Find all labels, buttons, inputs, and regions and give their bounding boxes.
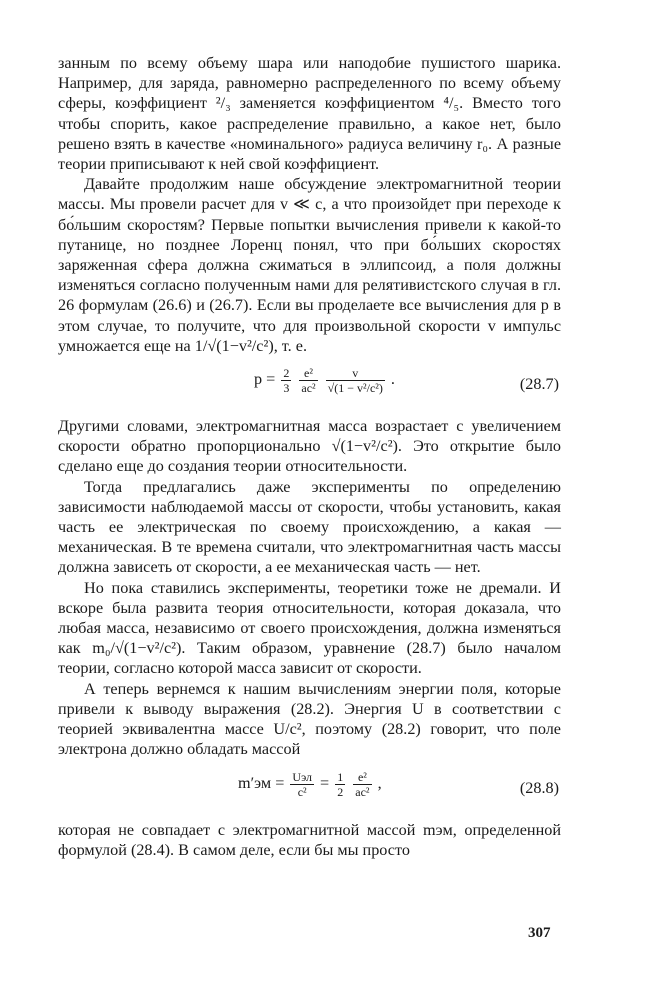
equation-28-8-formula — [238, 770, 382, 799]
fraction-denominator: c² — [297, 784, 307, 799]
paragraph-3: Другими словами, электромагнитная масса возрастает с увеличением скорости обратно пропорционально √(1−v²/c²). Это открытие было сделано еще до создания теории относительности. — [58, 417, 561, 476]
page-number: 307 — [528, 925, 551, 941]
fraction-numerator: Uэл — [292, 769, 312, 784]
equation-lhs: p = — [254, 370, 276, 389]
fraction-numerator: 2 — [283, 366, 290, 381]
paragraph-2: Давайте продолжим наше обсуждение электромагнитной теории массы. Мы провели расчет для v ≪ c, а что произойдет при переходе к бо́льшим скоростям? Первые попытки вычисления привели к какой-то путанице, но позднее Лоренц понял, что при бо́льших скоростях заряженная сфера должна сжиматься в эллипсоид, а поля должны изменяться согласно полученным нами для релятивистского случая в гл. 26 формулам (26.6) и (26.7). Если вы проделаете все вычисления для p в этом случае, то получите, что для произвольной скорости v импульс умножается еще на 1/√(1−v²/c²), т. е. — [58, 175, 561, 355]
paragraph-7: которая не совпадает с электромагнитной массой mэм, определенной формулой (28.4). В самом деле, если бы мы просто — [58, 820, 561, 859]
equation-28-7 — [58, 356, 561, 416]
fraction-numerator: v — [326, 366, 385, 381]
fraction-charge — [299, 366, 317, 395]
paragraph-6: А теперь вернемся к нашим вычислениям энергии поля, которые привели к выводу выражения (28.2). Энергия U в соответствии с теорией эквивалентна массе U/c², поэтому (28.2) говорит, что поле электрона должно обладать массой — [58, 679, 561, 759]
fraction-coefficient — [281, 366, 291, 395]
equation-lhs: m′эм = — [238, 773, 285, 792]
fraction-denominator: 2 — [337, 784, 344, 799]
equation-number: (28.7) — [519, 375, 559, 394]
equals-sign: = — [320, 773, 330, 792]
fraction-denominator: ac² — [301, 381, 316, 396]
paragraph-4: Тогда предлагались даже эксперименты по определению зависимости наблюдаемой массы от скорости, чтобы установить, какая часть ее электрическая по своему происхождению, а какая — механическая. В те времена считали, что электромагнитная часть массы должна зависеть от скорости, а ее механическая часть — нет. — [58, 477, 561, 577]
fraction-denominator: 3 — [283, 381, 290, 396]
fraction-numerator: e² — [353, 770, 371, 785]
page-body — [58, 53, 561, 860]
fraction-half — [335, 770, 345, 799]
fraction-denominator: √(1 − v²/c²) — [327, 381, 383, 396]
fraction-denominator: ac² — [355, 784, 370, 799]
paragraph-1: занным по всему объему шара или наподобие пушистого шарика. Например, для заряда, равномерно распределенного по всему объему сферы, коэффициент ²/₃ заменяется коэффициентом ⁴/₅. Вместо того чтобы спорить, какое распределение правильно, а какое нет, было решено взять в качестве «номинального» радиуса величину r₀. А разные теории приписывают к ней свой коэффициент. — [58, 54, 561, 174]
paragraph-5: Но пока ставились эксперименты, теоретики тоже не дремали. И вскоре была развита теория относительности, которая доказала, что любая масса, независимо от своего происхождения, должна изменяться как m₀/√(1−v²/c²). Таким образом, уравнение (28.7) было началом теории, согласно которой масса зависит от скорости. — [58, 578, 561, 678]
equation-28-8 — [58, 760, 561, 820]
equation-tail: . — [390, 370, 395, 389]
equation-28-7-formula — [254, 366, 395, 395]
equation-number: (28.8) — [519, 778, 559, 797]
fraction-numerator: 1 — [337, 769, 344, 784]
fraction-numerator: e² — [299, 366, 317, 381]
fraction-energy — [290, 770, 314, 799]
equation-tail: , — [377, 773, 382, 792]
fraction-charge — [353, 770, 371, 799]
fraction-velocity — [326, 366, 385, 395]
